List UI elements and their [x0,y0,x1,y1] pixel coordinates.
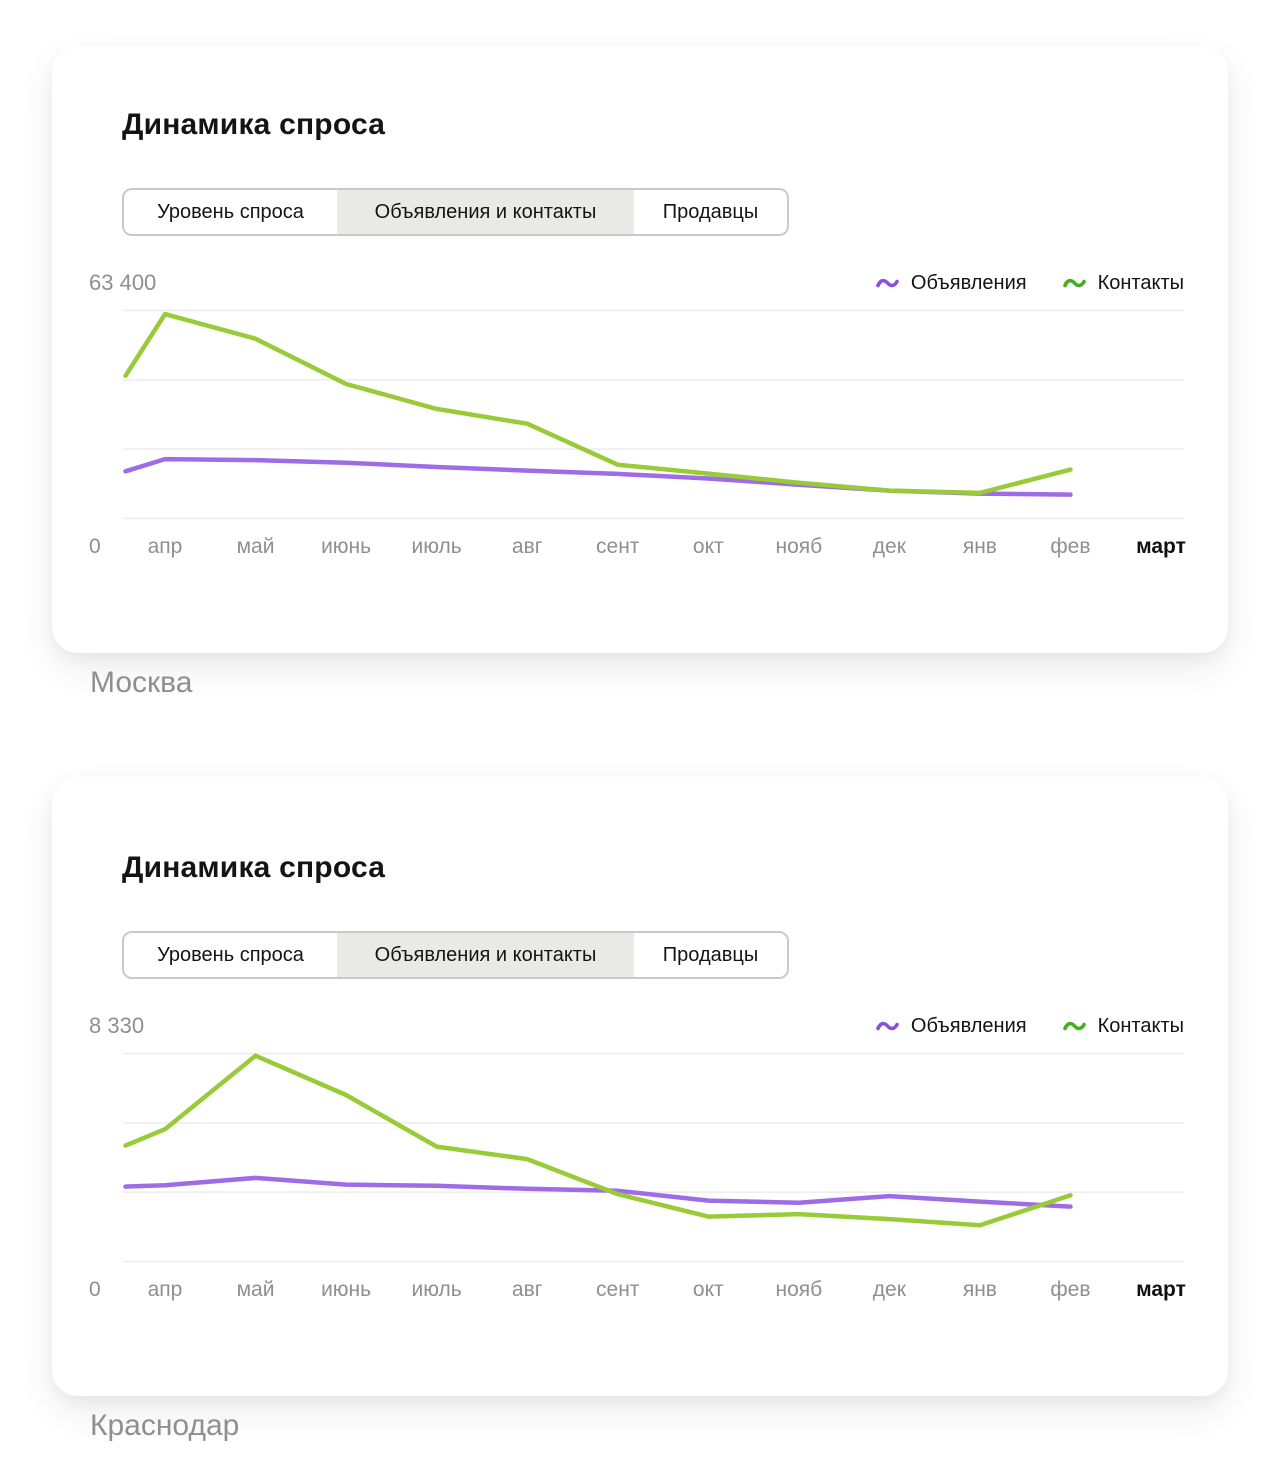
chart-tabs [122,188,789,236]
x-axis-month-label: апр [147,1278,183,1301]
tab-ads-and-contacts[interactable]: Объявления и контакты [337,190,634,234]
x-axis-month-label: май [236,535,275,558]
y-axis-max-label: 8 330 [89,1013,145,1038]
x-axis-month-label: сент [596,535,640,558]
x-axis-month-label: июнь [321,535,372,558]
x-axis-month-label: июль [411,1278,462,1301]
x-axis-month-label: фев [1050,1278,1091,1301]
y-axis-zero-label: 0 [89,535,101,558]
wave-icon [1063,1019,1086,1033]
x-axis-month-label: окт [692,535,724,558]
city-caption-moscow: Москва [90,666,193,699]
x-axis-month-label: сент [596,1278,640,1301]
wave-icon [1063,276,1086,290]
legend-item-ads [876,272,1027,295]
x-axis-month-label: дек [872,1278,906,1301]
y-axis-max-label: 63 400 [89,270,157,295]
y-axis-zero-label: 0 [89,1278,101,1301]
tab-ads-and-contacts[interactable]: Объявления и контакты [337,933,634,977]
x-axis-month-label: март [1136,535,1186,558]
x-axis-labels [89,1278,1186,1304]
wave-icon [876,1019,899,1033]
x-axis-month-label: июль [411,535,462,558]
chart-legend [876,1015,1184,1038]
legend-item-contacts [1063,272,1184,295]
wave-icon [876,276,899,290]
x-axis-labels [89,535,1186,561]
tab-sellers[interactable]: Продавцы [634,190,787,234]
x-axis-month-label: дек [872,535,906,558]
demand-dynamics-card-moscow [52,46,1228,653]
line-chart-svg [123,1051,1184,1264]
line-chart [123,1051,1184,1264]
legend-label: Объявления [910,1014,1027,1037]
x-axis-month-label: янв [962,1278,997,1301]
x-axis-month-label: март [1136,1278,1186,1301]
chart-meta-row [89,1013,1184,1039]
legend-label: Контакты [1097,271,1184,294]
x-axis-month-label: апр [147,535,183,558]
chart-tabs [122,931,789,979]
line-chart-svg [123,308,1184,521]
page-title: Динамика спроса [122,108,386,141]
legend-item-contacts [1063,1015,1184,1038]
legend-item-ads [876,1015,1027,1038]
x-axis-month-label: май [236,1278,275,1301]
x-axis-month-label: авг [511,535,543,558]
x-axis-month-label: янв [962,535,997,558]
x-axis-month-label: авг [511,1278,543,1301]
x-axis-month-label: июнь [321,1278,372,1301]
line-chart [123,308,1184,521]
tab-demand-level[interactable]: Уровень спроса [124,190,337,234]
legend-label: Контакты [1097,1014,1184,1037]
legend-label: Объявления [910,271,1027,294]
chart-legend [876,272,1184,295]
tab-sellers[interactable]: Продавцы [634,933,787,977]
chart-meta-row [89,270,1184,296]
page-title: Динамика спроса [122,851,386,884]
city-caption-krasnodar: Краснодар [90,1409,240,1442]
x-axis-month-label: нояб [775,535,823,558]
x-axis-month-label: фев [1050,535,1091,558]
demand-dynamics-card-krasnodar [52,777,1228,1396]
tab-demand-level[interactable]: Уровень спроса [124,933,337,977]
x-axis-month-label: окт [692,1278,724,1301]
x-axis-month-label: нояб [775,1278,823,1301]
